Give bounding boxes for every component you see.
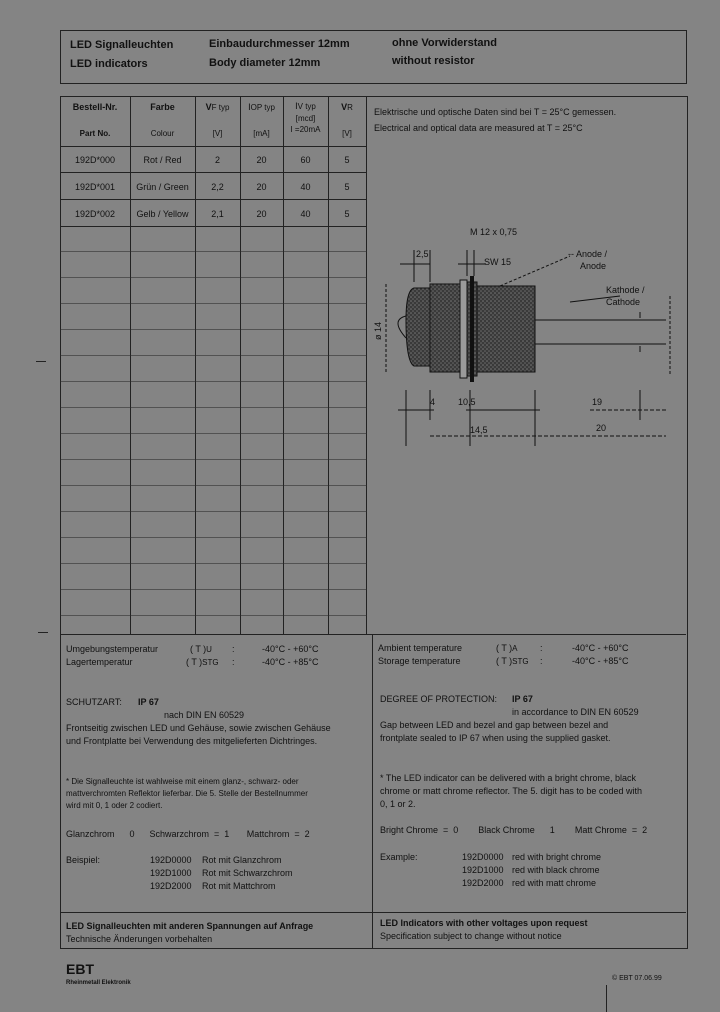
note-de-text: Elektrische und optische Daten sind bei T = 25°C gemessen. bbox=[374, 107, 617, 117]
ambient-temp-label-en: Ambient temperature bbox=[378, 643, 463, 653]
cathode-label-1: Kathode / bbox=[606, 285, 645, 295]
other-voltages-en: LED Indicators with other voltages upon request bbox=[380, 918, 588, 928]
row-3-iv: 40 bbox=[300, 209, 311, 219]
dim-19: 19 bbox=[592, 397, 603, 407]
protection-norm-de: nach DIN EN 60529 bbox=[164, 710, 245, 720]
row-3-vr: 5 bbox=[344, 209, 350, 219]
amb-sub-de: U bbox=[206, 645, 212, 654]
row-2-iop: 20 bbox=[256, 182, 267, 192]
cathode-label-2: Cathode bbox=[606, 297, 641, 307]
iv-symbol: I bbox=[295, 101, 298, 111]
example-2-code-de: 192D1000 bbox=[150, 868, 192, 878]
vr-symbol: V bbox=[341, 102, 348, 112]
col-header-vr bbox=[328, 103, 366, 112]
storage-temp-colon-en: : bbox=[540, 656, 543, 666]
example-3-code-en: 192D2000 bbox=[462, 878, 504, 888]
example-2-desc-en: red with black chrome bbox=[512, 865, 600, 875]
example-2-code-en: 192D1000 bbox=[462, 865, 504, 875]
example-1-desc-de: Rot mit Glanzchrom bbox=[202, 855, 282, 865]
protection-text1-en: Gap between LED and bezel and gap between bezel and bbox=[380, 720, 609, 730]
col-cond-iv: I =20mA bbox=[290, 125, 321, 134]
ambient-temp-value-en: -40°C - +60°C bbox=[572, 643, 629, 653]
resistor-de: ohne Vorwiderstand bbox=[392, 37, 497, 49]
spec-change-en: Specification subject to change without notice bbox=[380, 931, 562, 941]
col-unit-vr: [V] bbox=[342, 129, 352, 138]
footer-divider bbox=[60, 912, 686, 913]
vf-symbol: V bbox=[205, 102, 212, 112]
example-3-code-de: 192D2000 bbox=[150, 881, 192, 891]
example-1-code-en: 192D0000 bbox=[462, 852, 504, 862]
title-de: LED Signalleuchten bbox=[70, 39, 174, 51]
body-diameter-de: Einbaudurchmesser 12mm bbox=[209, 38, 350, 50]
ambient-temp-value-de: -40°C - +60°C bbox=[262, 644, 319, 654]
protection-ip-en: IP 67 bbox=[512, 694, 533, 704]
storage-temp-symbol-en bbox=[496, 657, 529, 666]
stor-sub-de: STG bbox=[202, 658, 219, 667]
col-header-vf bbox=[195, 103, 240, 112]
dim-10-5: 10,5 bbox=[458, 397, 476, 407]
reflector-text2-de: mattverchromten Reflektor lieferbar. Die 5. Stelle der Bestellnummer bbox=[66, 789, 308, 798]
reflector-text1-en: * The LED indicator can be delivered with a bright chrome, black bbox=[380, 773, 636, 783]
amb-sub-en: A bbox=[512, 644, 518, 653]
row-3-colour: Gelb / Yellow bbox=[136, 209, 189, 219]
row-2-part: 192D*001 bbox=[74, 182, 116, 192]
protection-label-de: SCHUTZART: bbox=[66, 697, 122, 707]
example-label-de: Beispiel: bbox=[66, 855, 101, 865]
example-1-code-de: 192D0000 bbox=[150, 855, 192, 865]
protection-text2-en: frontplate sealed to IP 67 when using the supplied gasket. bbox=[380, 733, 611, 743]
col-header-colour-en: Colour bbox=[150, 129, 175, 138]
row-2-colour: Grün / Green bbox=[136, 182, 189, 192]
row-2-vf: 2,2 bbox=[211, 182, 224, 192]
protection-label-en: DEGREE OF PROTECTION: bbox=[380, 694, 498, 704]
thread-label: M 12 x 0,75 bbox=[470, 227, 518, 237]
row-3-vf: 2,1 bbox=[211, 209, 224, 219]
storage-temp-value-de: -40°C - +85°C bbox=[262, 657, 319, 667]
anode-label-1: -- Anode / bbox=[568, 249, 608, 259]
panel-line bbox=[470, 276, 474, 382]
vf-subscript: F typ bbox=[211, 103, 230, 112]
storage-temp-value-en: -40°C - +85°C bbox=[572, 656, 629, 666]
other-voltages-de: LED Signalleuchten mit anderen Spannungen auf Anfrage bbox=[66, 921, 314, 931]
row-1-iop: 20 bbox=[256, 155, 267, 165]
gasket bbox=[460, 280, 467, 378]
bottom-right-tick bbox=[606, 985, 607, 1012]
iop-subscript: OP typ bbox=[250, 103, 275, 112]
ambient-temp-label-de: Umgebungstemperatur bbox=[66, 644, 159, 654]
ambient-temp-colon-en: : bbox=[540, 643, 543, 653]
col-header-part-de: Bestell-Nr. bbox=[72, 102, 118, 112]
housing bbox=[477, 286, 535, 372]
center-divider bbox=[372, 634, 373, 948]
example-label-en: Example: bbox=[380, 852, 418, 862]
col-header-iv bbox=[283, 102, 328, 111]
storage-temp-label-de: Lagertemperatur bbox=[66, 657, 133, 667]
row-2-vr: 5 bbox=[344, 182, 350, 192]
col-unit-iop: [mA] bbox=[253, 129, 270, 138]
note-en-text: Electrical and optical data are measured at T = 25°C bbox=[374, 123, 583, 133]
stor-sym-de: ( T ) bbox=[186, 657, 203, 667]
col-header-part-en: Part No. bbox=[79, 129, 111, 138]
reflector-text2-en: chrome or matt chrome reflector. The 5. digit has to be coded with bbox=[380, 786, 642, 796]
example-3-desc-de: Rot mit Mattchrom bbox=[202, 881, 276, 891]
row-2-iv: 40 bbox=[300, 182, 311, 192]
diameter-label: ø 14 bbox=[373, 321, 383, 340]
dim-4: 4 bbox=[430, 397, 436, 407]
iop-symbol: I bbox=[248, 102, 251, 112]
led-lens bbox=[406, 288, 430, 366]
ebt-logo: EBT bbox=[66, 961, 94, 977]
protection-ip-de: IP 67 bbox=[138, 697, 159, 707]
ambient-temp-symbol-en bbox=[496, 644, 518, 653]
amb-sym-de: ( T ) bbox=[190, 644, 207, 654]
protection-text2-de: und Frontplatte bei Verwendung des mitgelieferten Dichtringes. bbox=[66, 736, 318, 746]
row-1-vr: 5 bbox=[344, 155, 350, 165]
example-1-desc-en: red with bright chrome bbox=[512, 852, 602, 862]
table-row-line-2 bbox=[60, 199, 367, 200]
dim-14-5: 14,5 bbox=[470, 425, 488, 435]
body-diameter-en: Body diameter 12mm bbox=[209, 57, 321, 69]
temps-divider bbox=[60, 634, 686, 635]
row-3-iop: 20 bbox=[256, 209, 267, 219]
row-1-iv: 60 bbox=[300, 155, 311, 165]
measurement-note-en bbox=[374, 124, 583, 133]
vr-subscript: R bbox=[347, 103, 353, 112]
row-1-vf: 2 bbox=[214, 155, 220, 165]
example-2-desc-de: Rot mit Schwarzchrom bbox=[202, 868, 293, 878]
storage-temp-symbol-de bbox=[186, 658, 219, 667]
anode-label-2: Anode bbox=[580, 261, 607, 271]
row-1-colour: Rot / Red bbox=[143, 155, 182, 165]
col-unit-vf: [V] bbox=[212, 129, 223, 138]
dim-20: 20 bbox=[596, 423, 607, 433]
storage-temp-label-en: Storage temperature bbox=[378, 656, 461, 666]
protection-text1-de: Frontseitig zwischen LED und Gehäuse, sowie zwischen Gehäuse bbox=[66, 723, 331, 733]
punch-mark-1 bbox=[36, 361, 46, 362]
empty-table-rows bbox=[60, 226, 367, 634]
ambient-temp-symbol-de bbox=[190, 645, 212, 654]
sw-label: SW 15 bbox=[484, 257, 512, 267]
reflector-text1-de: * Die Signalleuchte ist wahlweise mit einem glanz-, schwarz- oder bbox=[66, 777, 299, 786]
storage-temp-colon-de: : bbox=[232, 657, 235, 667]
reflector-text3-en: 0, 1 or 2. bbox=[380, 799, 416, 809]
company-name: Rheinmetall Elektronik bbox=[66, 980, 131, 986]
punch-mark-2 bbox=[38, 632, 48, 633]
dome-outline bbox=[398, 316, 406, 338]
title-en: LED indicators bbox=[70, 58, 148, 70]
col-header-iop bbox=[240, 103, 283, 112]
row-1-part: 192D*000 bbox=[74, 155, 116, 165]
chrome-codes-en: Bright Chrome = 0 Black Chrome 1 Matt Chrome = 2 bbox=[380, 825, 648, 835]
col-unit-iv: [mcd] bbox=[295, 114, 316, 123]
resistor-en: without resistor bbox=[392, 55, 475, 67]
header-right-border bbox=[686, 30, 687, 84]
table-row-line-1 bbox=[60, 172, 367, 173]
protection-norm-en: in accordance to DIN EN 60529 bbox=[512, 707, 639, 717]
example-3-desc-en: red with matt chrome bbox=[512, 878, 597, 888]
bezel bbox=[430, 284, 460, 372]
iv-subscript: V typ bbox=[297, 102, 316, 111]
copyright: © EBT 07.06.99 bbox=[612, 975, 662, 982]
measurement-note-de bbox=[374, 108, 616, 117]
stor-sub-en: STG bbox=[512, 657, 529, 666]
table-header-bottom bbox=[60, 146, 367, 147]
col-header-colour-de: Farbe bbox=[150, 102, 175, 112]
chrome-codes-de: Glanzchrom 0 Schwarzchrom = 1 Mattchrom = 2 bbox=[66, 829, 310, 839]
ambient-temp-colon-de: : bbox=[232, 644, 235, 654]
reflector-text3-de: wird mit 0, 1 oder 2 codiert. bbox=[66, 801, 163, 810]
frame-bottom bbox=[60, 948, 687, 949]
row-3-part: 192D*002 bbox=[74, 209, 116, 219]
stor-sym-en: ( T ) bbox=[496, 656, 513, 666]
header-left-border bbox=[60, 30, 61, 84]
amb-sym-en: ( T ) bbox=[496, 643, 513, 653]
dim-2-5: 2,5 bbox=[416, 249, 429, 259]
spec-change-de: Technische Änderungen vorbehalten bbox=[66, 934, 213, 944]
